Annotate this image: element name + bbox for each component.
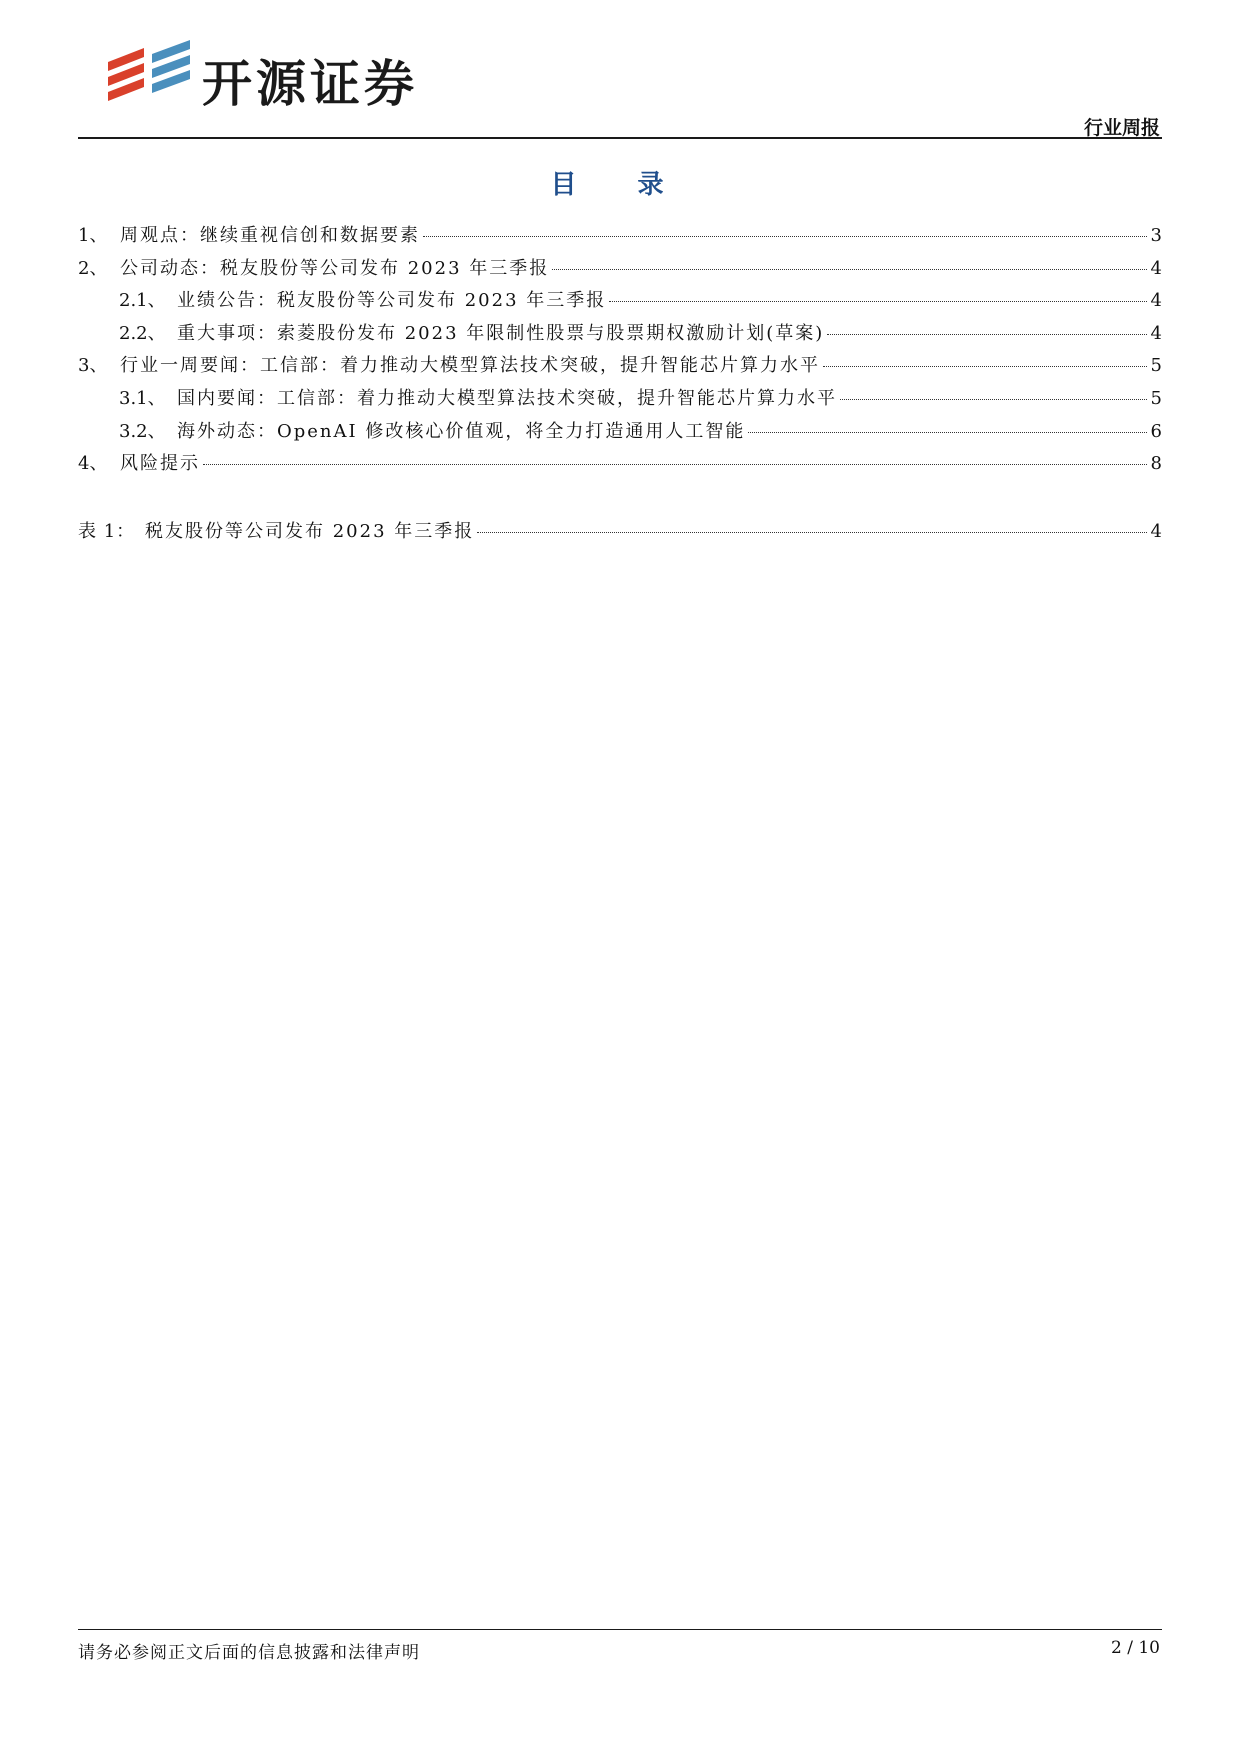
toc-entry-label: 风险提示 [120, 453, 200, 475]
toc-entry-number: 1、 [78, 225, 108, 246]
table-index-page: 4 [1150, 521, 1162, 542]
toc-entry-page: 5 [1150, 355, 1162, 377]
toc-entry-number: 4、 [78, 453, 108, 475]
toc-entry-page: 4 [1150, 290, 1162, 312]
toc-leader-dots [203, 464, 1147, 465]
toc-entry-page: 3 [1150, 225, 1162, 246]
toc-leader-dots [552, 269, 1147, 270]
toc-entry-label: 海外动态：OpenAI 修改核心价值观，将全力打造通用人工智能 [177, 420, 746, 442]
toc-entry[interactable] [78, 384, 1162, 417]
toc-entry-number: 2.1、 [119, 290, 166, 312]
toc-entry-label: 周观点：继续重视信创和数据要素 [120, 225, 420, 246]
table-index-entry[interactable] [78, 517, 1162, 543]
toc-entry[interactable] [78, 221, 1162, 254]
toc-entry-number: 3.1、 [119, 387, 166, 409]
table-index-number: 表 1： [78, 521, 136, 542]
toc-leader-dots [827, 334, 1147, 335]
brand-name: 开源证券 [202, 55, 418, 113]
toc-leader-dots [423, 236, 1147, 237]
toc-entry-number: 3.2、 [119, 420, 166, 442]
toc-entry-page: 8 [1150, 453, 1162, 475]
toc-leader-dots [823, 366, 1147, 367]
page-number: 2 / 10 [1111, 1638, 1160, 1658]
toc-entry-label: 重大事项：索菱股份发布 2023 年限制性股票与股票期权激励计划(草案) [177, 322, 825, 344]
document-type: 行业周报 [1083, 117, 1160, 139]
table-of-contents [78, 221, 1162, 482]
toc-entry[interactable] [78, 417, 1162, 450]
toc-entry-page: 6 [1150, 420, 1162, 442]
toc-leader-dots [840, 399, 1147, 400]
toc-leader-dots [477, 532, 1147, 533]
table-index-label: 税友股份等公司发布 2023 年三季报 [145, 521, 475, 542]
toc-entry-number: 3、 [78, 355, 108, 377]
list-of-tables [78, 517, 1162, 543]
company-logo [104, 40, 464, 113]
footer-disclaimer: 请务必参阅正文后面的信息披露和法律声明 [78, 1643, 420, 1663]
toc-title: 目 录 [550, 170, 690, 200]
toc-entry[interactable] [78, 286, 1162, 319]
toc-entry-label: 国内要闻：工信部：着力推动大模型算法技术突破，提升智能芯片算力水平 [177, 387, 837, 409]
toc-entry[interactable] [78, 254, 1162, 287]
toc-entry-number: 2.2、 [119, 322, 166, 344]
toc-entry[interactable] [78, 351, 1162, 384]
footer-divider [78, 1629, 1162, 1630]
logo-mark-icon [104, 40, 196, 106]
toc-entry-page: 4 [1150, 322, 1162, 344]
toc-entry[interactable] [78, 449, 1162, 482]
toc-entry-page: 4 [1150, 257, 1162, 279]
toc-leader-dots [609, 301, 1147, 302]
header-divider [78, 137, 1162, 139]
toc-leader-dots [748, 432, 1147, 433]
toc-entry-label: 公司动态：税友股份等公司发布 2023 年三季报 [120, 257, 550, 279]
toc-entry-number: 2、 [78, 257, 108, 279]
toc-entry-label: 业绩公告：税友股份等公司发布 2023 年三季报 [177, 290, 607, 312]
toc-entry-page: 5 [1150, 387, 1162, 409]
toc-entry[interactable] [78, 319, 1162, 352]
toc-entry-label: 行业一周要闻：工信部：着力推动大模型算法技术突破，提升智能芯片算力水平 [120, 355, 820, 377]
